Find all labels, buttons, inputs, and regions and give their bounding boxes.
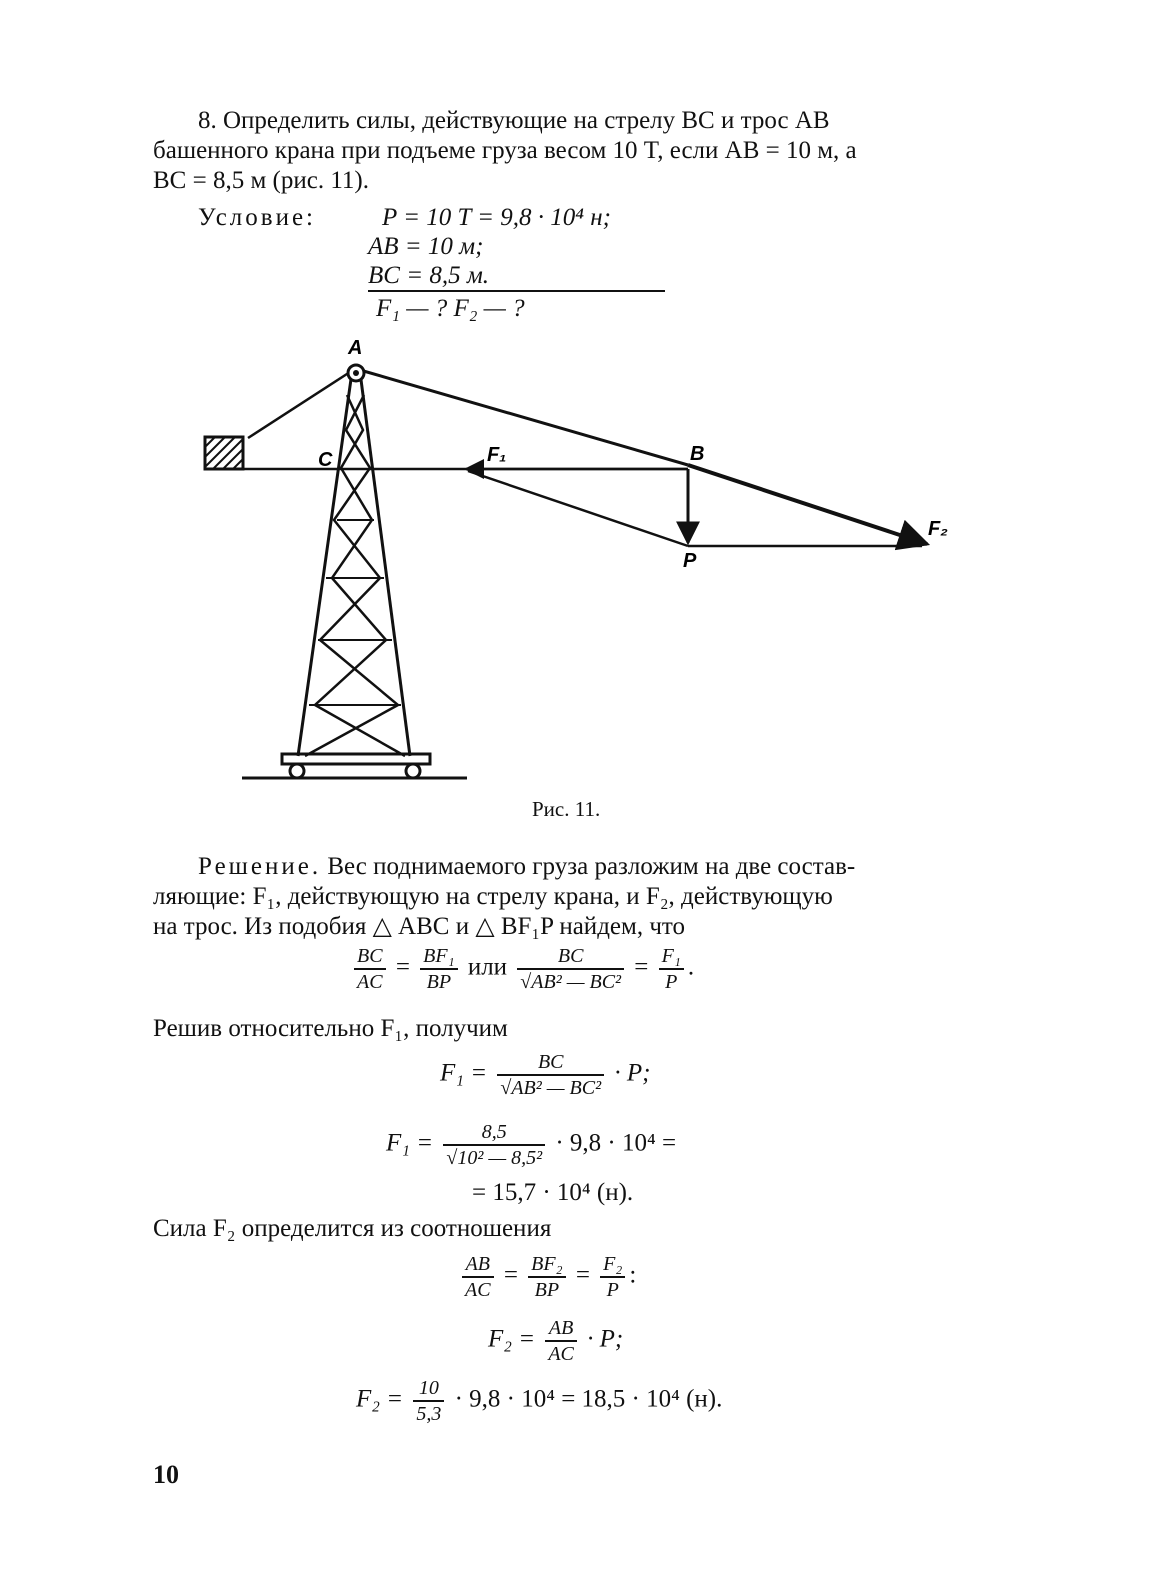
f1-p-line: [468, 471, 688, 546]
counter-jib-tie: [248, 372, 350, 438]
label-b: B: [690, 443, 705, 465]
f1-result: = 15,7 · 10⁴ (н).: [472, 1179, 634, 1206]
tower-left-leg: [298, 372, 352, 756]
page-number: 10: [153, 1460, 179, 1489]
condition-divider: [368, 290, 665, 292]
solution-text-1: Вес поднимаемого груза разложим на две состав-: [327, 853, 856, 880]
f2-calculation: F₂ = $\frac{10}{5,3}$ · 9,8 · 10⁴ = 18,5 · 10⁴ (н).: [356, 1377, 723, 1425]
label-f1: F₁: [487, 444, 507, 466]
problem-text-1: Определить силы, действующие на стрелу BC и трос AB: [223, 107, 830, 134]
force-f2-vector: [688, 465, 927, 544]
solution-text-2: ляющие: F₁, действующую на стрелу крана, и F₂, действующую: [153, 883, 833, 910]
problem-text-3: BC = 8,5 м (рис. 11).: [153, 167, 369, 194]
f2-formula: F₂ = $\frac{AB}{AC}$ · P;: [488, 1317, 624, 1365]
similarity-ratio: $\frac{BC}{AC}$ = $\frac{\text{BF₁}}{BP}$ или $\frac{BC}{\text{√AB² — BC²}}$ = $\frac{\text{F₁}}{P}$ .: [350, 944, 694, 994]
cable-ab: [360, 370, 688, 465]
label-a: A: [348, 337, 363, 359]
problem-number: 8.: [198, 107, 217, 134]
given-bc: BC = 8,5 м.: [368, 262, 490, 289]
figure-caption: Рис. 11.: [532, 797, 601, 821]
solution-label: Решение.: [198, 853, 322, 880]
f1-formula: F₁ = $\frac{BC}{\text{√AB² — BC²}}$ · P;: [440, 1051, 651, 1099]
crane-figure: [0, 330, 1163, 790]
wheel-left: [290, 764, 304, 778]
solution-line-1: [198, 852, 998, 882]
f2-ratio: $\frac{AB}{AC}$ = $\frac{\text{BF₂}}{BP}$ = $\frac{\text{F₂}}{P}$ :: [458, 1252, 636, 1302]
label-f2: F₂: [928, 518, 948, 540]
counterweight: [205, 437, 243, 469]
solution-text-3: на трос. Из подобия △ ABC и △ BF₁P найдем, что: [153, 913, 685, 940]
solve-line: Решив относительно F₁, получим: [153, 1015, 508, 1042]
condition-label: Условие:: [198, 204, 316, 231]
given-weight: P = 10 T = 9,8 · 10⁴ н;: [382, 204, 611, 231]
f2-intro-line: Сила F₂ определится из соотношения: [153, 1215, 552, 1242]
crane-base: [282, 754, 430, 764]
label-c: C: [318, 449, 333, 471]
label-p: P: [683, 550, 697, 572]
wheel-right: [406, 764, 420, 778]
problem-line-1: [198, 106, 998, 136]
f1-calculation: F₁ = $\frac{8,5}{\text{√10² — 8,5²}}$ · 9,8 · 10⁴ =: [386, 1121, 677, 1169]
given-ab: AB = 10 м;: [368, 233, 484, 260]
unknowns: F₁ — ? F₂ — ?: [376, 295, 525, 322]
problem-text-2: башенного крана при подъеме груза весом 10 T, если AB = 10 м, а: [153, 137, 857, 164]
